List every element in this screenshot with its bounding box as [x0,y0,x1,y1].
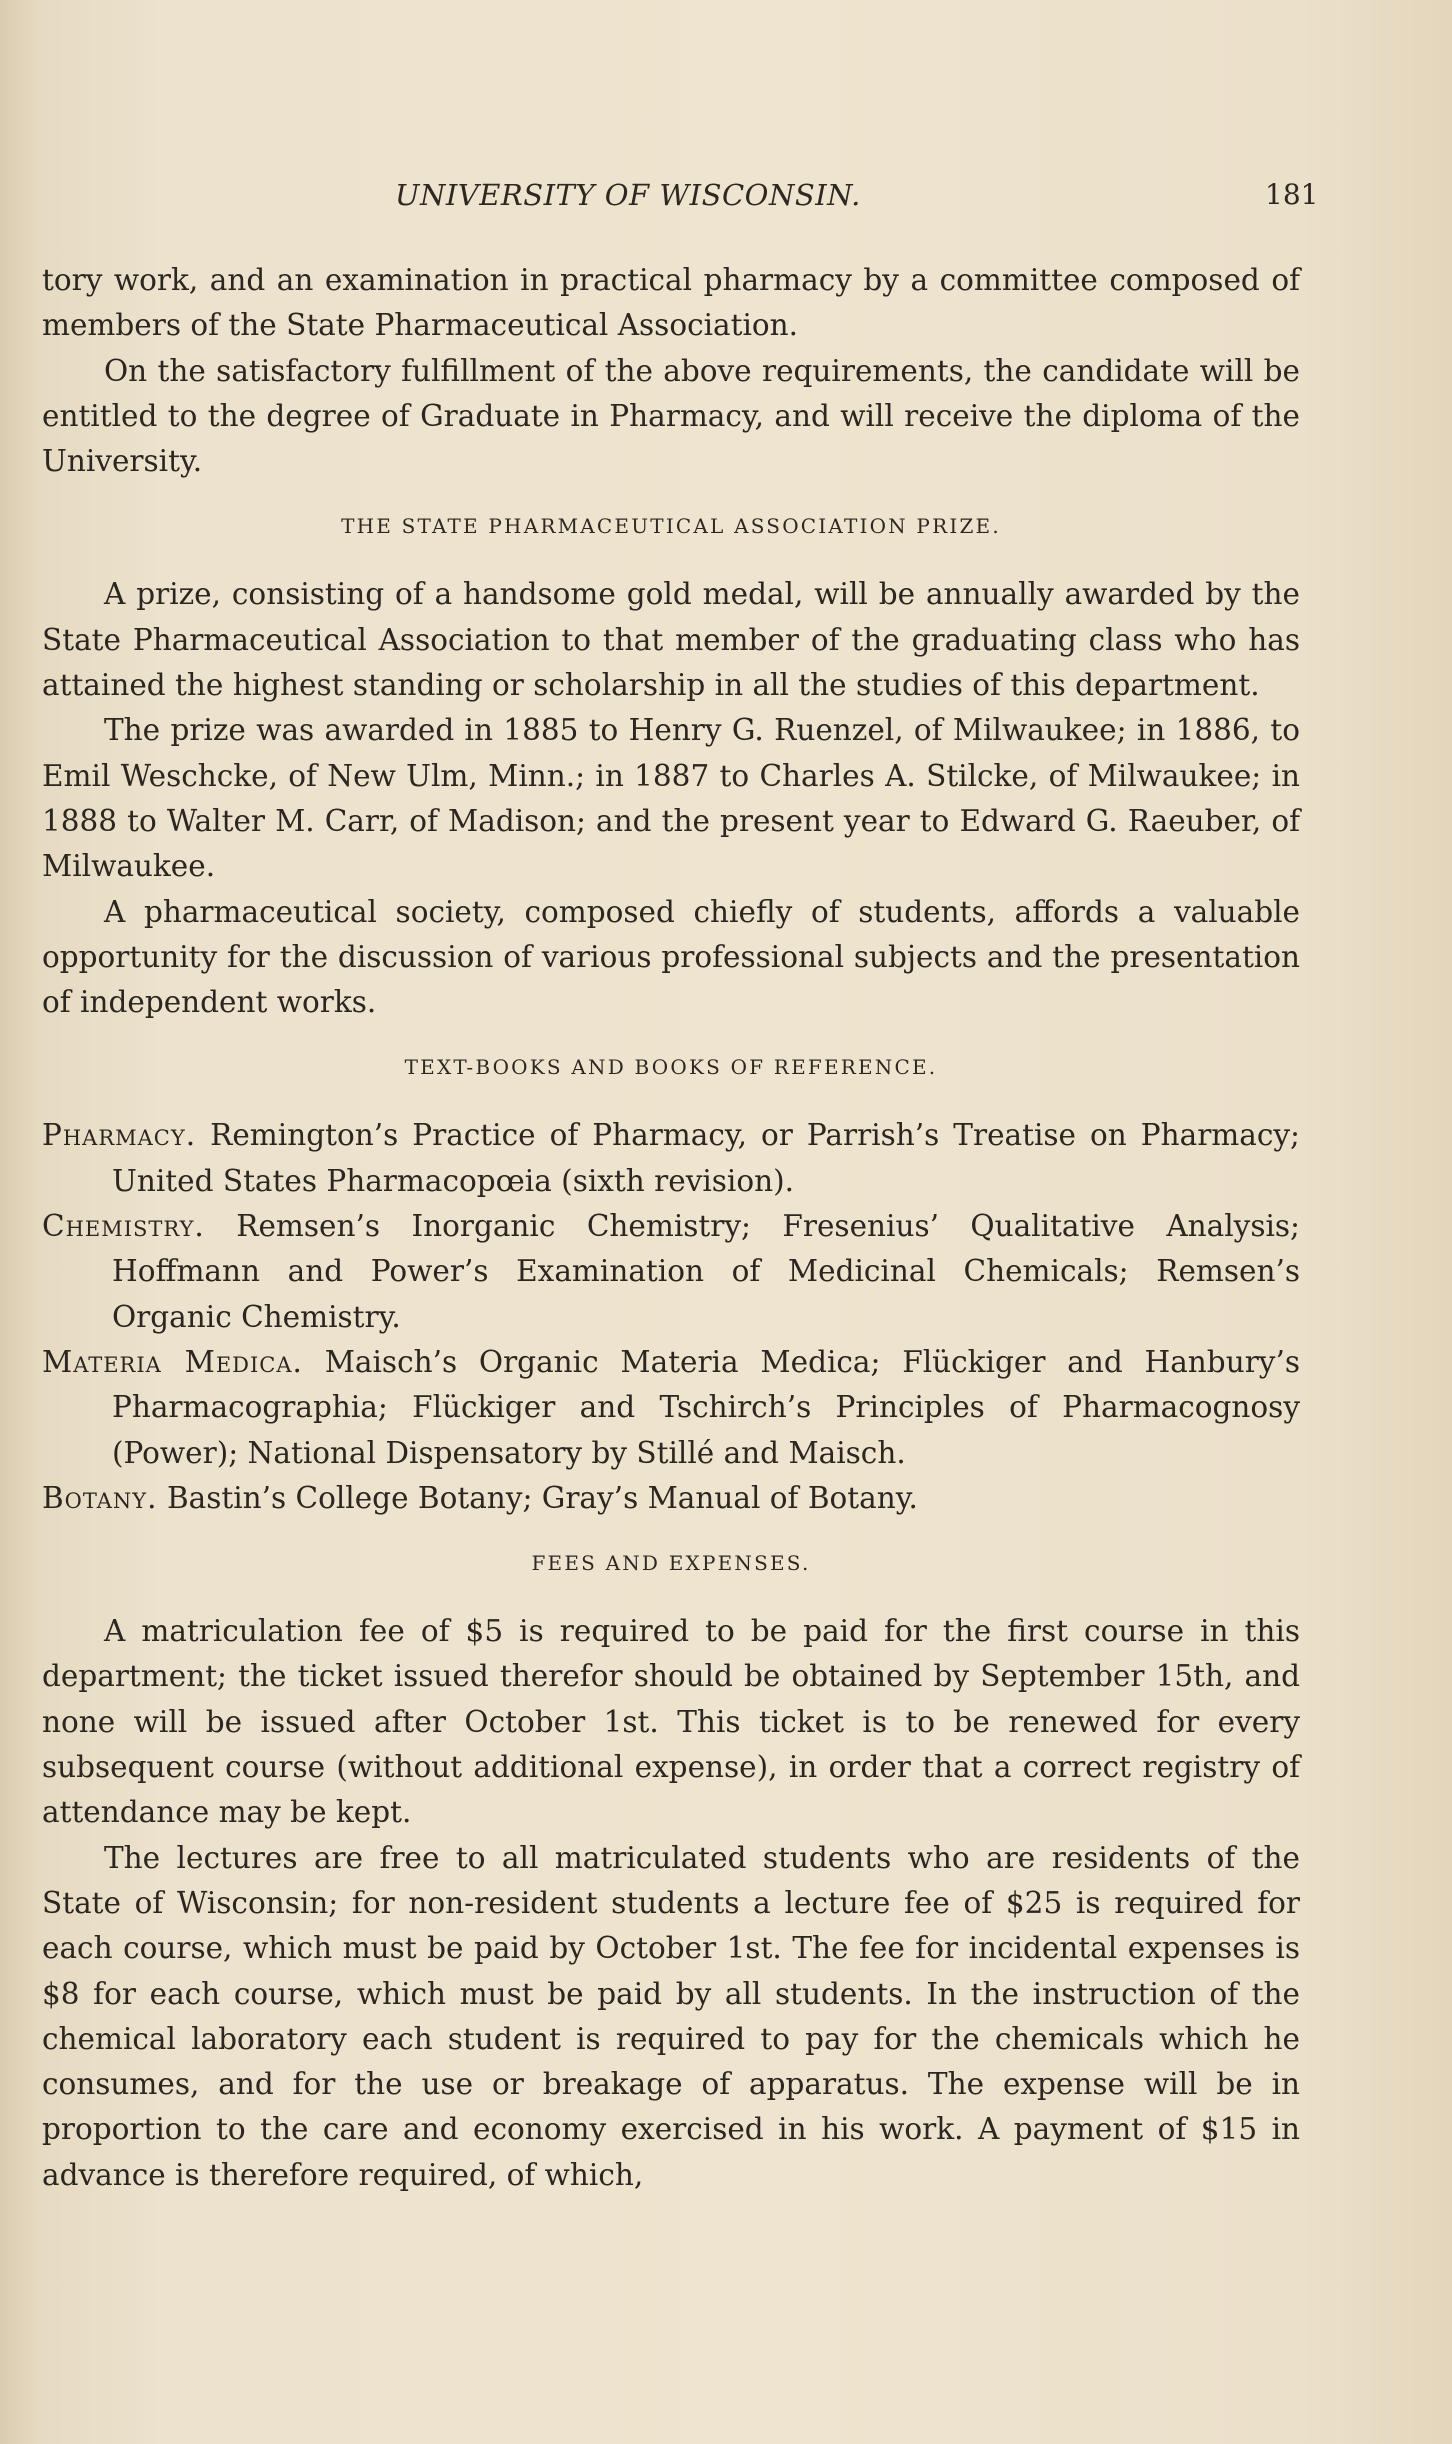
prize-paragraph-3: A pharmaceutical society, composed chiefly of students, affords a valuable opportunity for the discussion of various professional subjects and the presentation of independent works. [42,894,1300,1020]
reference-text: Remington’s Practice of Pharmacy, or Parrish’s Treatise on Pharmacy; United States Pharmacopœia (sixth revision). [112,1118,1300,1198]
prize-paragraph-2: The prize was awarded in 1885 to Henry G. Ruenzel, of Milwaukee; in 1886, to Emil Weschcke, of New Ulm, Minn.; in 1887 to Charles A. Stilcke, of Milwaukee; in 1888 to Walter M. Carr, of Madison; and the present year to Edward G. Raeuber, of Milwaukee. [42,713,1300,884]
reference-subject: Pharmacy. [42,1118,197,1153]
reference-entry-materia-medica [42,1340,1300,1476]
textbooks-heading: TEXT-BOOKS AND BOOKS OF REFERENCE. [404,1055,938,1080]
running-head [395,178,1319,222]
fees-paragraph-2: The lectures are free to all matriculated students who are residents of the State of Wisconsin; for non-resident students a lecture fee of $25 is required for each course, which must be paid by October 1st. The fee for incidental expenses is $8 for each course, which must be paid by all students. In the instruction of the chemical laboratory each student is required to pay for the chemicals which he consumes, and for the use or breakage of apparatus. The expense will be in proportion to the care and economy exercised in his work. A payment of $15 in advance is therefore required, of which, [42,1840,1300,2192]
intro-paragraph-1: tory work, and an examination in practical pharmacy by a committee composed of members of the State Pharmaceutical Association. [42,263,1300,343]
fees-heading: FEES AND EXPENSES. [531,1551,811,1576]
page-number: 181 [1265,178,1319,211]
fees-paragraph-1: A matriculation fee of $5 is required to be paid for the first course in this department; the ticket issued therefor should be obtained by September 15th, and none will be issued after October 1st. This ticket is to be renewed for every subsequent course (without additional expense), in order that a correct registry of attendance may be kept. [42,1614,1300,1830]
reference-subject: Materia Medica. [42,1344,303,1379]
reference-entry-botany [42,1476,1300,1521]
intro-paragraph-2: On the satisfactory fulfillment of the above requirements, the candidate will be entitled to the degree of Graduate in Pharmacy, and will receive the diploma of the University. [42,353,1300,479]
reference-subject: Botany. [42,1480,158,1515]
reference-text: Maisch’s Organic Materia Medica; Flückiger and Hanbury’s Pharmacographia; Flückiger and Tschirch’s Principles of Pharmacognosy (Power); National Dispensatory by Stillé and Maisch. [112,1344,1300,1470]
running-title: UNIVERSITY OF WISCONSIN. [395,178,861,212]
body-text [42,258,1300,2198]
reference-subject: Chemistry. [42,1209,205,1244]
reference-entry-pharmacy [42,1113,1300,1204]
reference-text: Bastin’s College Botany; Gray’s Manual of Botany. [166,1480,918,1515]
prize-paragraph-1: A prize, consisting of a handsome gold medal, will be annually awarded by the State Pharmaceutical Association to that member of the graduating class who has attained the highest standing or scholarship in all the studies of this department. [42,577,1300,703]
prize-heading: THE STATE PHARMACEUTICAL ASSOCIATION PRIZE. [341,514,1001,539]
reference-text: Remsen’s Inorganic Chemistry; Fresenius’ Qualitative Analysis; Hoffmann and Power’s Examination of Medicinal Chemicals; Remsen’s Organic Chemistry. [112,1209,1300,1334]
reference-entry-chemistry [42,1204,1300,1340]
